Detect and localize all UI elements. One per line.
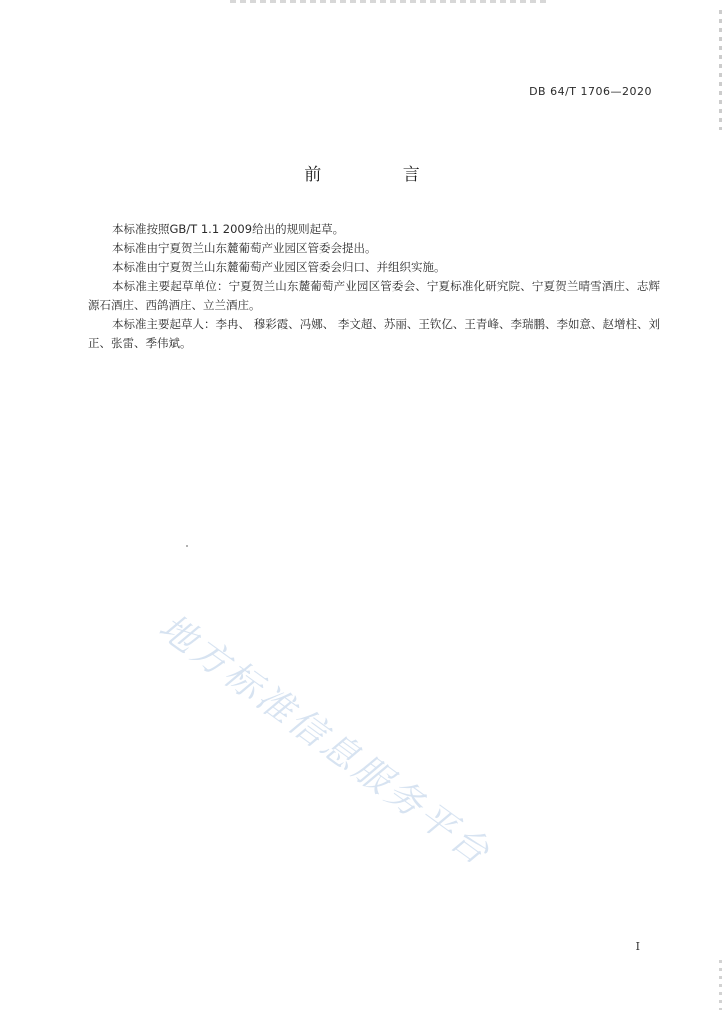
paragraph-proposer: 本标准由宁夏贺兰山东麓葡萄产业园区管委会提出。 bbox=[112, 241, 377, 255]
standard-code: DB 64/T 1706—2020 bbox=[529, 85, 652, 98]
scan-speck bbox=[186, 545, 188, 547]
scan-artifact-right-lower bbox=[719, 960, 722, 1010]
paragraph-drafting-units: 本标准主要起草单位：宁夏贺兰山东麓葡萄产业园区管委会、宁夏标准化研究院、宁夏贺兰晴雪酒庄、志辉源石酒庄、西鸽酒庄、立兰酒庄。 bbox=[88, 279, 660, 312]
scan-artifact-top bbox=[230, 0, 550, 3]
paragraph-drafters: 本标准主要起草人：李冉、 穆彩霞、冯娜、 李文超、苏丽、王钦亿、王青峰、李瑞鹏、李如意、赵增柱、刘正、张雷、季伟斌。 bbox=[88, 317, 660, 350]
scan-artifact-right bbox=[719, 10, 722, 130]
paragraph-centralized-unit: 本标准由宁夏贺兰山东麓葡萄产业园区管委会归口、并组织实施。 bbox=[112, 260, 446, 274]
paragraph-drafting-rules: 本标准按照GB/T 1.1 2009给出的规则起草。 bbox=[112, 222, 345, 236]
watermark: 地方标准信息服务平台 bbox=[151, 606, 499, 875]
foreword-body bbox=[88, 220, 660, 353]
page-number: I bbox=[635, 940, 640, 953]
page-title: 前 言 bbox=[304, 165, 458, 185]
